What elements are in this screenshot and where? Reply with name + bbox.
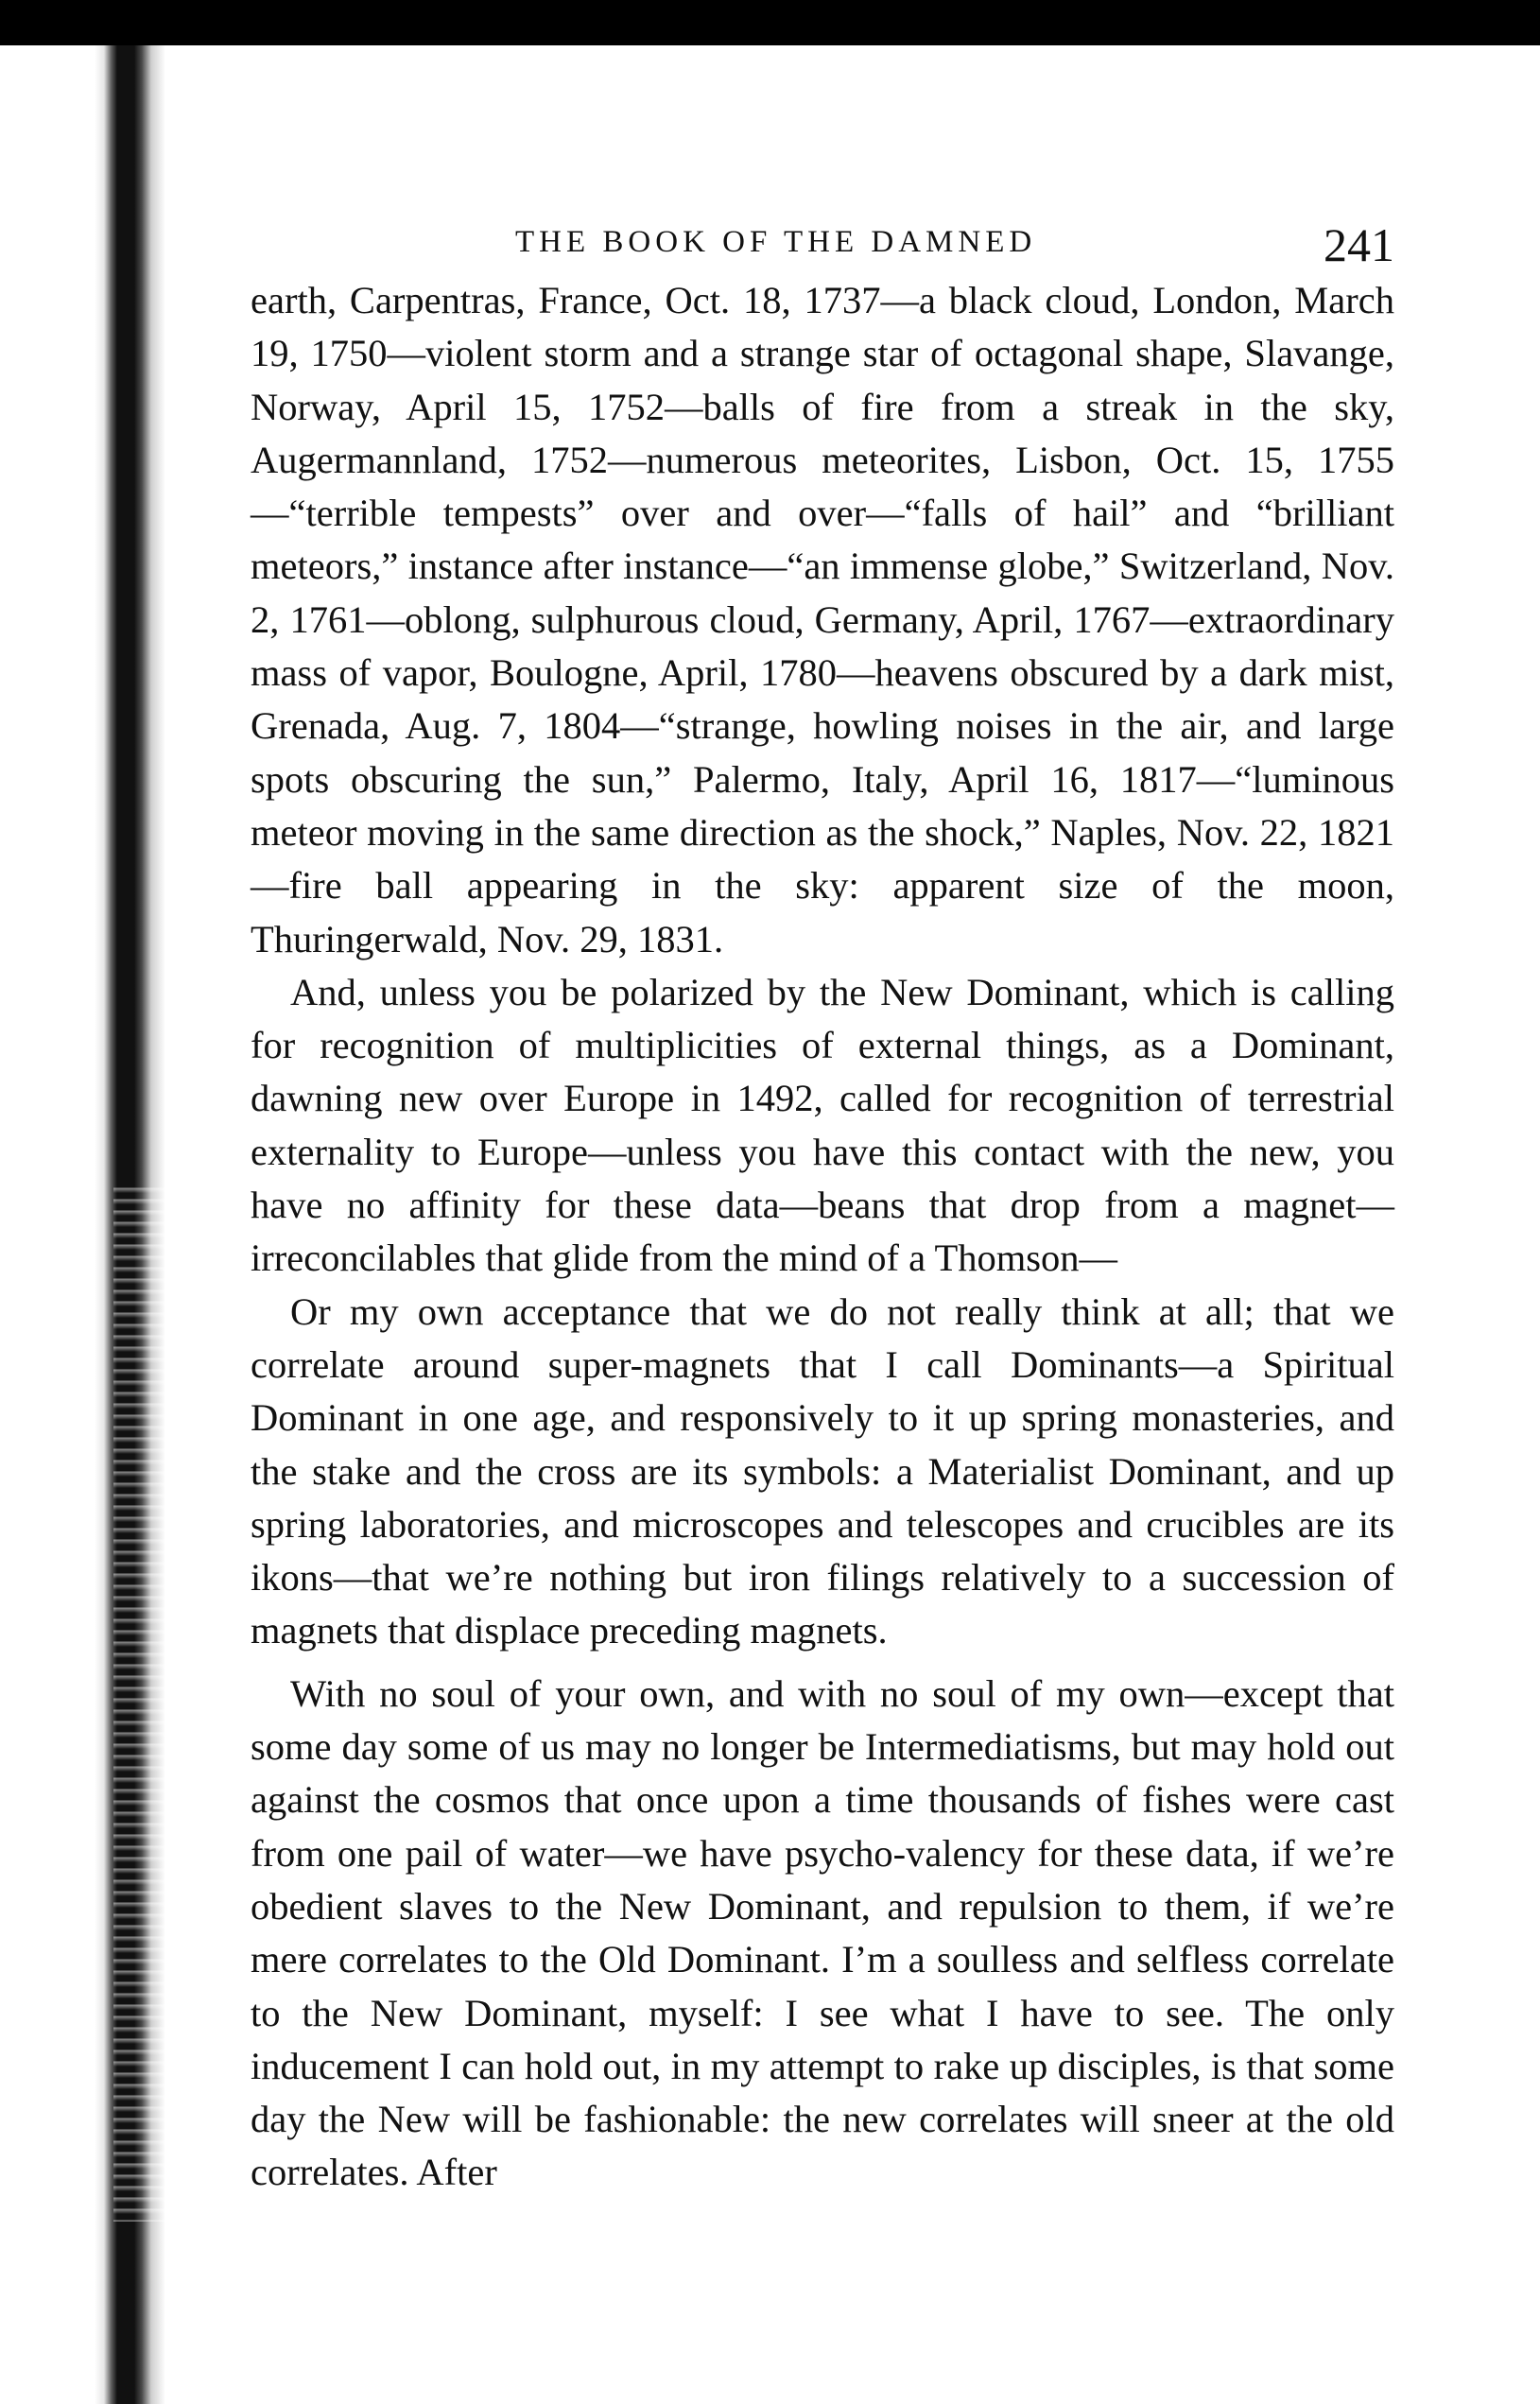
paragraph: And, unless you be polarized by the New Dominant, which is calling for recognition of multiplicities of external things, as a Dominant, dawning new over Europe in 1492, called for recognition of terrestrial externality to Europe—unless you have this contact with the new, you have no affinity for these data—beans that drop from a magnet—irreconcilables that glide from the mind of a Thomson— <box>251 970 1394 1280</box>
running-header <box>251 217 1394 274</box>
body-text <box>251 274 1394 2200</box>
paragraph: Or my own acceptance that we do not really think at all; that we correlate around super-magnets that I call Dominants—a Spiritual Dominant in one age, and responsively to it up spring monasteries, and the stake and the cross are its symbols: a Materialist Dominant, and up spring laboratories, and microscopes and telescopes and crucibles are its ikons—that we’re nothing but iron filings relatively to a succession of magnets that displace preceding magnets. <box>251 1289 1394 1652</box>
gutter-scan-noise <box>113 1182 189 2222</box>
paragraph: With no soul of your own, and with no soul of my own—except that some day some of us may no longer be Intermediatisms, but may hold out against the cosmos that once upon a time thousands of fishes were cast from one pail of water—we have psycho-valency for these data, if we’re obedient slaves to the New Dominant, and repulsion to them, if we’re mere correlates to the Old Dominant. I’m a soulless and selfless correlate to the New Dominant, myself: I see what I have to see. The only inducement I can hold out, in my attempt to rake up disciples, is that some day the New will be fashionable: the new correlates will sneer at the old correlates. After <box>251 1671 1394 2194</box>
page-number: 241 <box>1324 218 1394 271</box>
book-page <box>251 217 1394 2200</box>
scan-top-border <box>0 0 1540 45</box>
paragraph-continued: earth, Carpentras, France, Oct. 18, 1737—a black cloud, London, March 19, 1750—violent storm and a strange star of octagonal shape, Slavange, Norway, April 15, 1752—balls of fire from a streak in the sky, Augermannland, 1752—numerous meteorites, Lisbon, Oct. 15, 1755—“terrible tempests” over and over—“falls of hail” and “brilliant meteors,” instance after instance—“an immense globe,” Switzerland, Nov. 2, 1761—oblong, sulphurous cloud, Germany, April, 1767—extraordinary mass of vapor, Boulogne, April, 1780—heavens obscured by a dark mist, Grenada, Aug. 7, 1804—“strange, howling noises in the air, and large spots obscuring the sun,” Palermo, Italy, April 16, 1817—“luminous meteor moving in the same direction as the shock,” Naples, Nov. 22, 1821—fire ball appearing in the sky: apparent size of the moon, Thuringerwald, Nov. 29, 1831. <box>251 279 1394 960</box>
running-head-title: THE BOOK OF THE DAMNED <box>515 225 1037 259</box>
